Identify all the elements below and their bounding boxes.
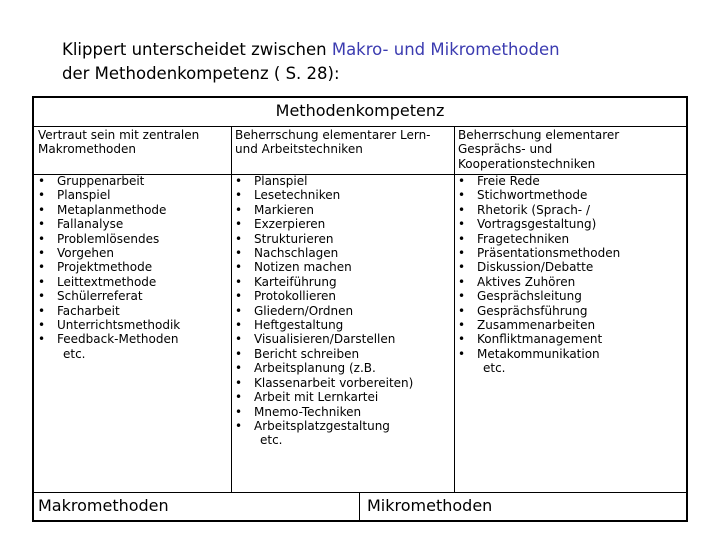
column-learning-techniques	[235, 128, 451, 448]
list-item: • Unterrichtsmethodik	[38, 318, 228, 332]
list-item: • Karteiführung	[235, 275, 451, 289]
list-item: • Planspiel	[38, 188, 228, 202]
list-item: • Freie Rede	[458, 174, 686, 188]
title-accent: Makro- und Mikromethoden	[331, 40, 560, 59]
list-item: • Zusammenarbeiten	[458, 318, 686, 332]
list-item: • Metakommunikation	[458, 347, 686, 361]
list-item: • Präsentationsmethoden	[458, 246, 686, 260]
list-item: • Arbeitsplatzgestaltung	[235, 419, 451, 433]
list-item: • Konfliktmanagement	[458, 332, 686, 346]
list-item: • Bericht schreiben	[235, 347, 451, 361]
column-heading: Vertraut sein mit zentralen Makromethoden	[38, 128, 200, 157]
column-divider-1	[231, 126, 232, 492]
list-item: • Projektmethode	[38, 260, 228, 274]
list-item: • Metaplanmethode	[38, 203, 228, 217]
column-macro	[38, 128, 228, 361]
title-line-2: der Methodenkompetenz ( S. 28):	[62, 64, 340, 83]
footer-column-divider	[359, 492, 360, 522]
list-item: • Nachschlagen	[235, 246, 451, 260]
list-item: • Exzerpieren	[235, 217, 451, 231]
list-item: • Visualisieren/Darstellen	[235, 332, 451, 346]
column-heading: Beherrschung elementarer Gesprächs- und Kooperationstechniken	[458, 128, 620, 171]
title-prefix: Klippert unterscheidet zwischen	[62, 40, 332, 59]
list-item: • Vortragsgestaltung)	[458, 217, 686, 231]
list-item: • Arbeitsplanung (z.B.	[235, 361, 451, 375]
item-list	[38, 174, 228, 347]
list-item: • Gruppenarbeit	[38, 174, 228, 188]
list-tail: etc.	[63, 346, 86, 361]
list-item: • Problemlösendes	[38, 232, 228, 246]
column-heading: Beherrschung elementarer Lern- und Arbeitstechniken	[235, 128, 431, 157]
list-item: • Heftgestaltung	[235, 318, 451, 332]
footer-label-micro: Mikromethoden	[367, 496, 493, 515]
column-communication-techniques	[458, 128, 686, 376]
header-divider	[34, 126, 686, 127]
list-item: • Notizen machen	[235, 260, 451, 274]
table-title: Methodenkompetenz	[275, 101, 445, 120]
list-item: • Rhetorik (Sprach- /	[458, 203, 686, 217]
list-item: • Mnemo-Techniken	[235, 405, 451, 419]
footer-divider	[34, 492, 686, 493]
list-item: • Diskussion/Debatte	[458, 260, 686, 274]
footer-label-macro: Makromethoden	[38, 496, 169, 515]
list-item: • Klassenarbeit vorbereiten)	[235, 376, 451, 390]
list-item: • Fragetechniken	[458, 232, 686, 246]
list-item: • Aktives Zuhören	[458, 275, 686, 289]
list-item: • Leittextmethode	[38, 275, 228, 289]
list-item: • Protokollieren	[235, 289, 451, 303]
list-item: • Arbeit mit Lernkartei	[235, 390, 451, 404]
list-tail: etc.	[483, 361, 506, 376]
list-item: • Fallanalyse	[38, 217, 228, 231]
slide-title	[62, 38, 560, 86]
list-item: • Schülerreferat	[38, 289, 228, 303]
list-item: • Facharbeit	[38, 304, 228, 318]
item-list	[458, 174, 686, 361]
column-divider-2	[454, 126, 455, 492]
list-item: • Planspiel	[235, 174, 451, 188]
list-item: • Vorgehen	[38, 246, 228, 260]
list-item: • Markieren	[235, 203, 451, 217]
method-competence-table	[32, 96, 688, 522]
item-list	[235, 174, 451, 433]
title-line-1	[62, 38, 560, 62]
list-item: • Lesetechniken	[235, 188, 451, 202]
list-item: • Feedback-Methoden	[38, 332, 228, 346]
list-tail: etc.	[260, 433, 283, 448]
list-item: • Strukturieren	[235, 232, 451, 246]
list-item: • Gliedern/Ordnen	[235, 304, 451, 318]
list-item: • Gesprächsführung	[458, 304, 686, 318]
list-item: • Gesprächsleitung	[458, 289, 686, 303]
list-item: • Stichwortmethode	[458, 188, 686, 202]
